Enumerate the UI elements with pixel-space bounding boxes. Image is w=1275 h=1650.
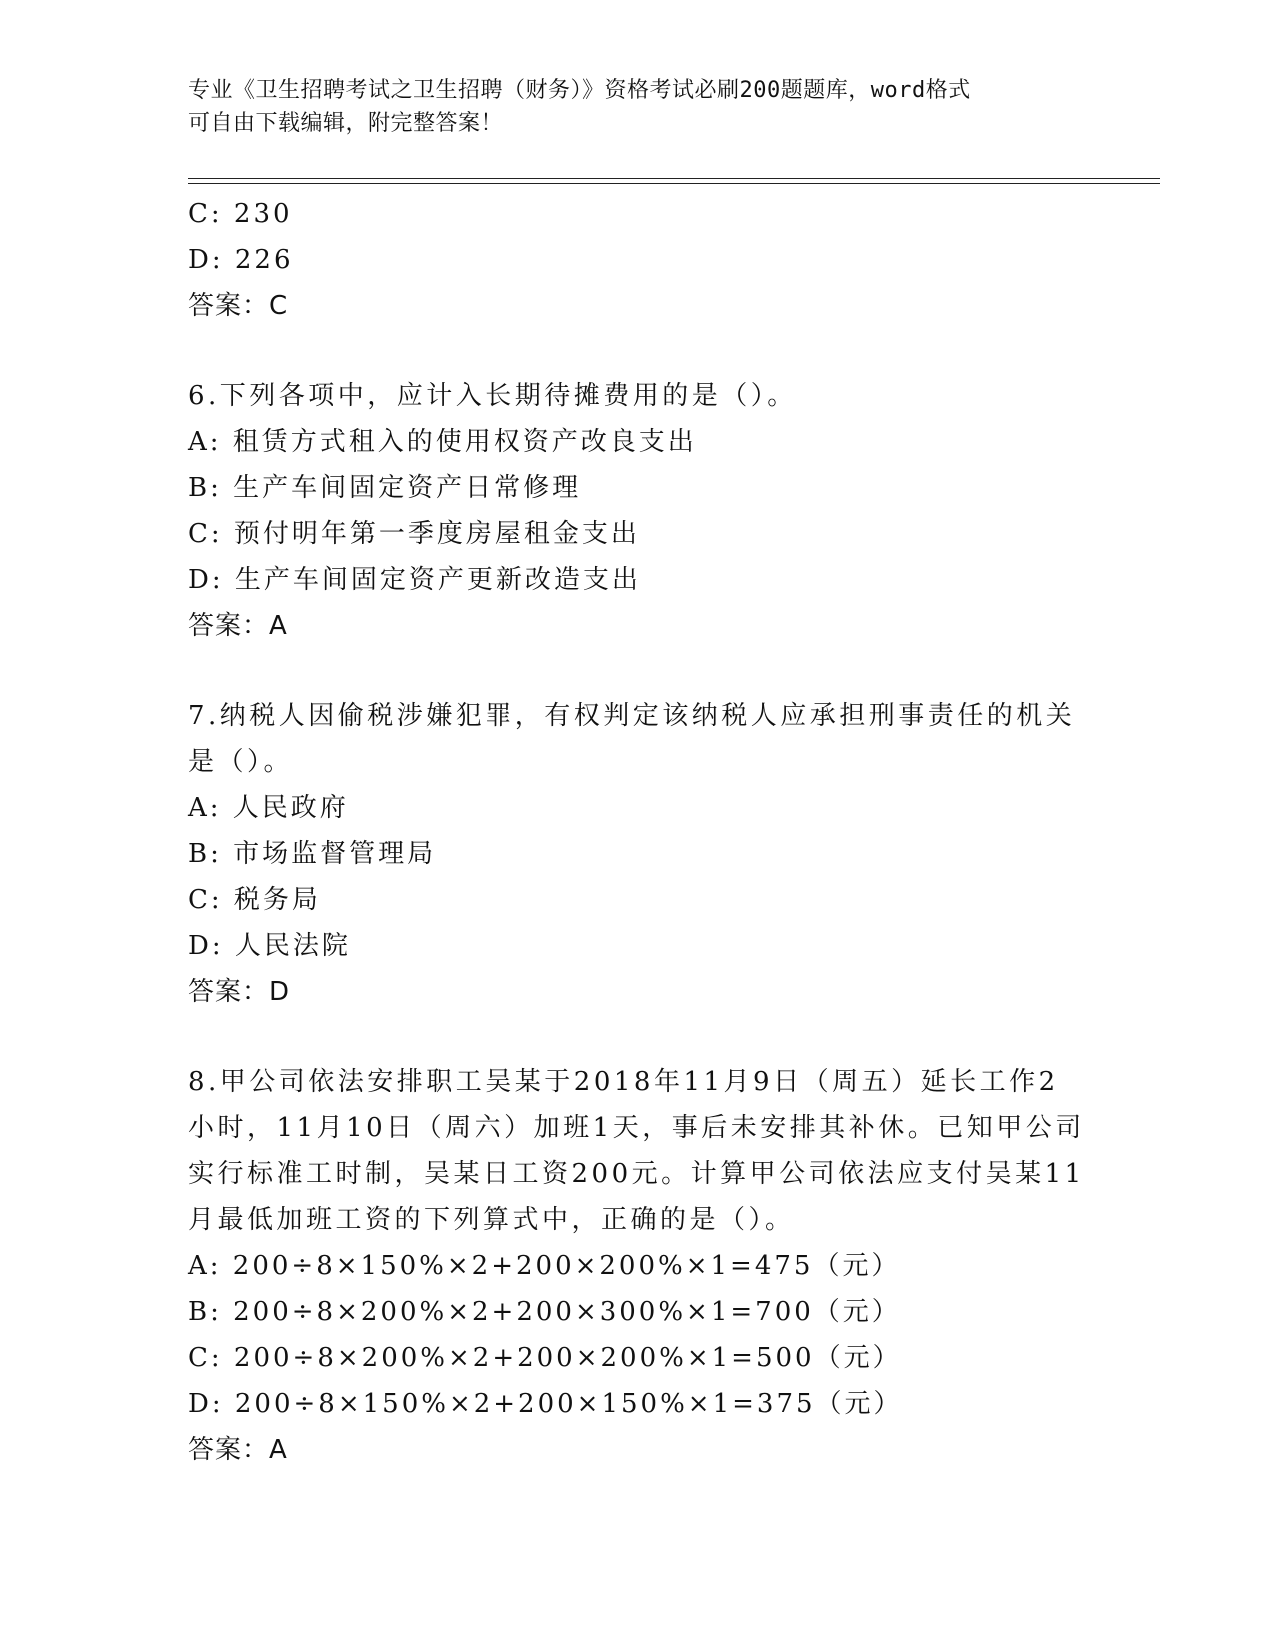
option-b: B: 200÷8×200%×2+200×300%×1=700（元） (188, 1297, 901, 1327)
option-a: A: 200÷8×150%×2+200×200%×1=475（元） (188, 1251, 901, 1281)
question-stem-line-4: 月最低加班工资的下列算式中，正确的是（）。 (188, 1205, 795, 1235)
option-c: C: 预付明年第一季度房屋租金支出 (188, 519, 640, 549)
answer-label: 答案：A (188, 611, 288, 641)
answer-label: 答案：A (188, 1435, 288, 1465)
option-d: D: 生产车间固定资产更新改造支出 (188, 565, 641, 595)
question-6 (188, 373, 1088, 649)
header-divider-bottom (188, 183, 1160, 184)
question-8 (188, 1059, 1088, 1473)
question-stem: 6.下列各项中，应计入长期待摊费用的是（）。 (188, 381, 797, 411)
option-b: B: 生产车间固定资产日常修理 (188, 473, 582, 503)
question-7 (188, 693, 1088, 1015)
question-5-tail (188, 191, 1088, 329)
question-stem-line-3: 实行标准工时制，吴某日工资200元。计算甲公司依法应支付吴某11 (188, 1159, 1085, 1189)
header-title-line-2: 可自由下载编辑，附完整答案！ (188, 111, 504, 136)
option-d: D: 200÷8×150%×2+200×150%×1=375（元） (188, 1389, 903, 1419)
question-stem-line-1: 8.甲公司依法安排职工吴某于2018年11月9日（周五）延长工作2 (188, 1067, 1059, 1097)
header-title-line-1: 专业《卫生招聘考试之卫生招聘（财务）》资格考试必刷200题题库，word格式 (188, 78, 971, 103)
question-stem-line-1: 7.纳税人因偷税涉嫌犯罪，有权判定该纳税人应承担刑事责任的机关 (188, 701, 1076, 731)
option-c: C: 税务局 (188, 885, 321, 915)
answer-label: 答案：D (188, 977, 291, 1007)
question-list (188, 191, 1088, 1473)
option-d: D: 人民法院 (188, 931, 351, 961)
option-d: D: 226 (188, 245, 294, 275)
option-c: C: 200÷8×200%×2+200×200%×1=500（元） (188, 1343, 902, 1373)
option-c: C: 230 (188, 199, 293, 229)
question-stem-line-2: 小时，11月10日（周六）加班1天，事后未安排其补休。已知甲公司 (188, 1113, 1085, 1143)
answer-label: 答案：C (188, 291, 289, 321)
document-header (188, 74, 1088, 140)
header-divider-top (188, 178, 1160, 179)
option-a: A: 人民政府 (188, 793, 349, 823)
option-b: B: 市场监督管理局 (188, 839, 437, 869)
question-stem-line-2: 是（）。 (188, 747, 294, 777)
option-a: A: 租赁方式租入的使用权资产改良支出 (188, 427, 697, 457)
